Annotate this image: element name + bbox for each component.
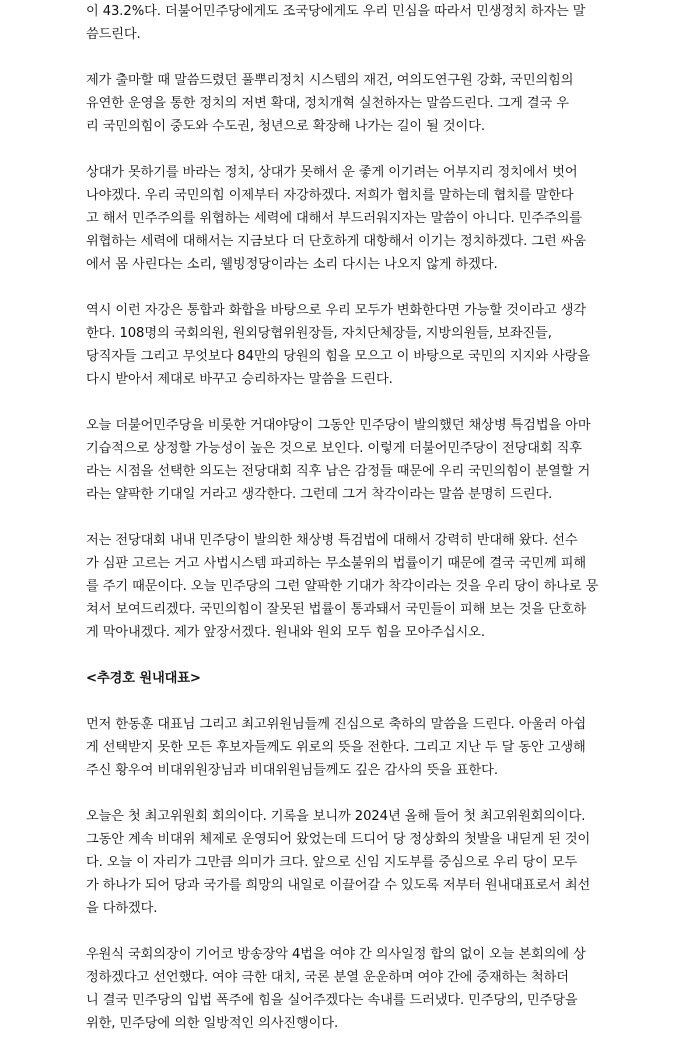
text-line: 오늘 더불어민주당을 비롯한 거대야당이 그동안 민주당이 발의했던 채상병 특검법을 아마	[86, 418, 591, 433]
text-line: 이 43.2%다. 더불어민주당에게도 조국당에게도 우리 민심을 따라서 민생정치 하자는 말	[86, 4, 586, 19]
text-line: 가 심판 고르는 거고 사법시스템 파괴하는 무소불위의 법률이기 때문에 결국 국민께 피해	[86, 556, 587, 571]
paragraph	[86, 69, 616, 138]
text-line: 역시 이런 자강은 통합과 화합을 바탕으로 우리 모두가 변화한다면 가능할 것이라고 생각	[86, 303, 587, 318]
text-line: 제가 출마할 때 말씀드렸던 풀뿌리정치 시스템의 재건, 여의도연구원 강화, 국민의힘의	[86, 73, 574, 88]
paragraph	[86, 0, 616, 46]
text-line: 먼저 한동훈 대표님 그리고 최고위원님들께 진심으로 축하의 말씀을 드린다. 아울러 아쉽	[86, 717, 587, 732]
text-line: 우원식 국회의장이 기어코 방송장악 4법을 여야 간 의사일정 합의 없이 오늘 본회의에 상	[86, 947, 586, 962]
text-line: 라는 시점을 선택한 의도는 전당대회 직후 남은 감정들 때문에 우리 국민의힘이 분열할 거	[86, 464, 591, 479]
text-line: 위한, 민주당에 의한 일방적인 의사진행이다.	[86, 1016, 339, 1031]
text-line: 그동안 계속 비대위 체제로 운영되어 왔었는데 드디어 당 정상화의 첫발을 내딛게 된 것이	[86, 832, 591, 847]
text-line: 니 결국 민주당의 입법 폭주에 힘을 실어주겠다는 속내를 드러냈다. 민주당의, 민주당을	[86, 993, 578, 1008]
text-line: 상대가 못하기를 바라는 정치, 상대가 못해서 운 좋게 이기려는 어부지리 정치에서 벗어	[86, 165, 578, 180]
text-line: 다시 받아서 제대로 바꾸고 승리하자는 말씀을 드린다.	[86, 372, 393, 387]
text-line: 다. 오늘 이 자리가 그만큼 의미가 크다. 앞으로 신임 지도부를 중심으로 우리 당이 모두	[86, 855, 578, 870]
text-line: 을 다하겠다.	[86, 901, 158, 916]
text-line: 게 막아내겠다. 제가 앞장서겠다. 원내와 원외 모두 힘을 모아주십시오.	[86, 625, 485, 640]
paragraph	[86, 414, 616, 506]
text-line: 씀드린다.	[86, 27, 141, 42]
text-line: 유연한 운영을 통한 정치의 저변 확대, 정치개혁 실천하자는 말씀드린다. 그게 결국 우	[86, 96, 569, 111]
paragraph	[86, 161, 616, 276]
text-line: 게 선택받지 못한 모든 후보자들께도 위로의 뜻을 전한다. 그리고 지난 두 달 동안 고생해	[86, 740, 586, 755]
text-line: 가 하나가 되어 당과 국가를 희망의 내일로 이끌어갈 수 있도록 저부터 원내대표로서 최선	[86, 878, 591, 893]
text-line: 한다. 108명의 국회의원, 원외당협위원장들, 자치단체장들, 지방의원들, 보좌진들,	[86, 326, 552, 341]
text-line: 기습적으로 상정할 가능성이 높은 것으로 보인다. 이렇게 더불어민주당이 전당대회 직후	[86, 441, 582, 456]
speaker-heading: <추경호 원내대표>	[86, 671, 201, 686]
text-line: 라는 얄팍한 기대일 거라고 생각한다. 그런데 그거 착각이라는 말씀 분명히 드린다.	[86, 487, 553, 502]
paragraph	[86, 529, 616, 644]
document-body	[86, 0, 616, 1058]
paragraph	[86, 805, 616, 920]
text-line: 주신 황우여 비대위원장님과 비대위원님들께도 깊은 감사의 뜻을 표한다.	[86, 763, 498, 778]
paragraph	[86, 299, 616, 391]
text-line: 쳐서 보여드리겠다. 국민의힘이 잘못된 법률이 통과돼서 국민들이 피해 보는 것을 단호하	[86, 602, 587, 617]
text-line: 를 주기 때문이다. 오늘 민주당의 그런 얄팍한 기대가 착각이라는 것을 우리 당이 하나로 뭉	[86, 579, 599, 594]
text-line: 에서 몸 사린다는 소리, 웰빙정당이라는 소리 다시는 나오지 않게 하겠다.	[86, 257, 498, 272]
text-line: 위협하는 세력에 대해서는 지금보다 더 단호하게 대항해서 이기는 정치하겠다. 그런 싸움	[86, 234, 587, 249]
text-line: 고 해서 민주주의를 위협하는 세력에 대해서 부드러워지자는 말씀이 아니다. 민주주의를	[86, 211, 582, 226]
text-line: 오늘은 첫 최고위원회 회의이다. 기록을 보니까 2024년 올해 들어 첫 최고위원회의이다.	[86, 809, 586, 824]
text-line: 당직자들 그리고 무엇보다 84만의 당원의 힘을 모으고 이 바탕으로 국민의 지지와 사랑을	[86, 349, 590, 364]
paragraph	[86, 943, 616, 1035]
text-line: 리 국민의힘이 중도와 수도권, 청년으로 확장해 나가는 길이 될 것이다.	[86, 119, 485, 134]
text-line: 나야겠다. 우리 국민의힘 이제부터 자강하겠다. 저희가 협치를 말하는데 협치를 말한다	[86, 188, 574, 203]
text-line: 저는 전당대회 내내 민주당이 발의한 채상병 특검법에 대해서 강력히 반대해 왔다. 선수	[86, 533, 578, 548]
paragraph	[86, 713, 616, 782]
text-line: 정하겠다고 선언했다. 여야 극한 대치, 국론 분열 운운하며 여야 간에 중재하는 척하더	[86, 970, 569, 985]
